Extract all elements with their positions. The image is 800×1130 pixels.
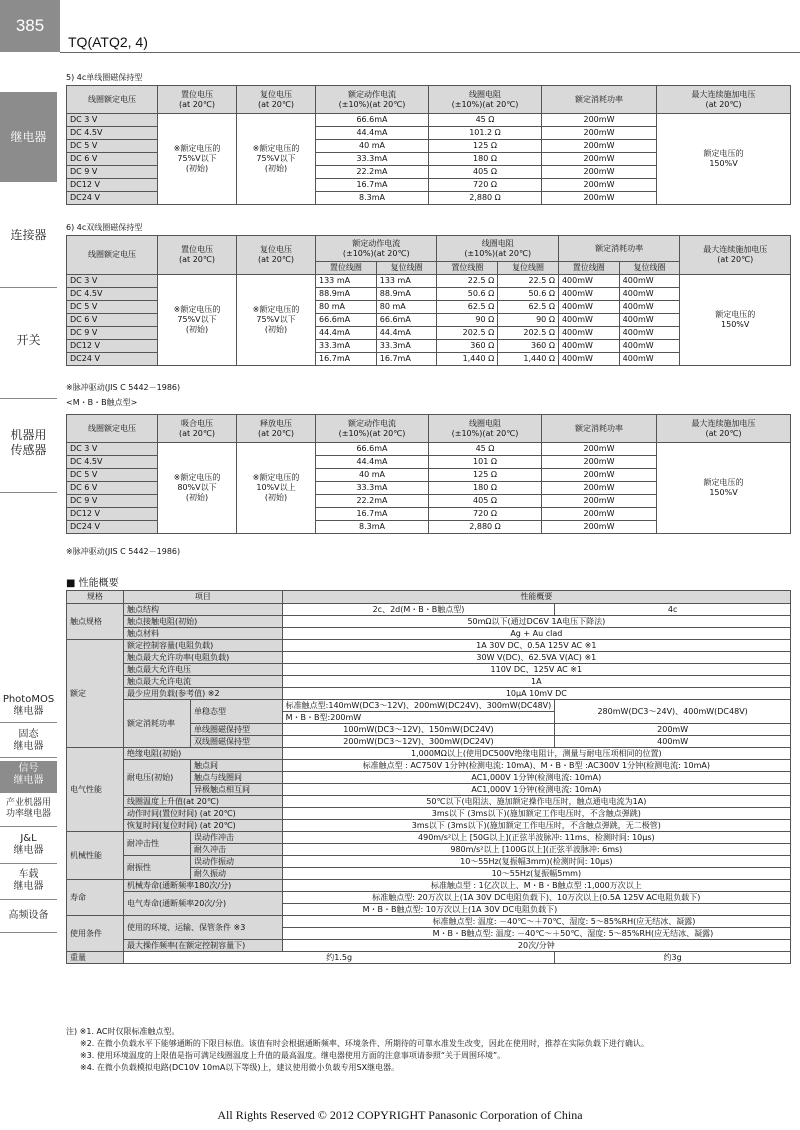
cell: 触点结构 xyxy=(124,604,283,616)
cell: 101 Ω xyxy=(429,456,542,469)
sidebar-label: 高频设备 xyxy=(8,910,49,921)
cell: 电气性能 xyxy=(67,748,124,832)
cell: 62.5 Ω xyxy=(498,301,559,314)
cell: 405 Ω xyxy=(429,166,542,179)
cell: 200mW xyxy=(542,140,657,153)
cell: 误动作冲击 xyxy=(191,832,283,844)
cell: 1,440 Ω xyxy=(437,353,498,366)
cell: 耐冲击性 xyxy=(124,832,191,856)
col-header: 额定动作电流 (±10%)(at 20℃) xyxy=(316,86,429,114)
cell: 重量 xyxy=(67,952,124,964)
sidebar-divider xyxy=(0,492,57,493)
cell: 双线圈磁保持型 xyxy=(191,736,283,748)
cell: 8.3mA xyxy=(316,192,429,205)
cell: 200mW xyxy=(542,482,657,495)
col-header: 额定动作电流 (±10%)(at 20℃) xyxy=(316,415,429,443)
coil-table-single-latch xyxy=(66,85,791,205)
cell: DC 4.5V xyxy=(67,127,158,140)
table-note: ※脉冲驱动(JIS C 5442－1986) xyxy=(66,547,181,556)
cell: 1A xyxy=(282,676,790,688)
cell: 标准触点型 : AC750V 1分钟(检测电流: 10mA)、M・B・B型 :AC300V 1分钟(检测电流: 10mA) xyxy=(282,760,790,772)
cell: 40 mA xyxy=(316,140,429,153)
cell: 720 Ω xyxy=(429,179,542,192)
cell: 133 mA xyxy=(376,275,437,288)
col-header: 项目 xyxy=(124,591,283,604)
sidebar-divider xyxy=(0,863,57,864)
cell: 33.3mA xyxy=(316,482,429,495)
cell: 触点接触电阻(初始) xyxy=(124,616,283,628)
sidebar-item-relay[interactable] xyxy=(0,92,57,182)
cell: 22.2mA xyxy=(316,166,429,179)
table-row xyxy=(67,892,791,904)
cell: DC24 V xyxy=(67,521,158,534)
cell: 200mW xyxy=(542,508,657,521)
cell: 机械寿命(通断频率180次/分) xyxy=(124,880,283,892)
table-row xyxy=(67,808,791,820)
sidebar-item-connector[interactable] xyxy=(0,228,57,243)
cell: 22.5 Ω xyxy=(498,275,559,288)
section-title: <M・B・B触点型> xyxy=(66,398,138,407)
table-row xyxy=(67,856,791,868)
cell: 133 mA xyxy=(316,275,377,288)
cell: 额定控制容量(电阻负载) xyxy=(124,640,283,652)
section-title: ■ 性能概要 xyxy=(66,578,119,589)
col-header: 复位电压 (at 20℃) xyxy=(237,86,316,114)
sidebar-label: J&L 继电器 xyxy=(13,833,44,856)
col-header: 规格 xyxy=(67,591,124,604)
table-row xyxy=(67,275,791,288)
page-title: TQ(ATQ2, 4) xyxy=(68,34,148,50)
cell: 101.2 Ω xyxy=(429,127,542,140)
table-row xyxy=(67,700,791,712)
sub-header: 复位线圈 xyxy=(498,262,559,275)
col-header: 最大连续施加电压 (at 20℃) xyxy=(657,415,791,443)
cell: ※额定电压的 75%V以下 (初始) xyxy=(158,114,237,205)
cell: 约3g xyxy=(555,952,791,964)
cell: 50mΩ以下(通过DC6V 1A电压下降法) xyxy=(282,616,790,628)
cell: 50.6 Ω xyxy=(437,288,498,301)
table-row xyxy=(67,820,791,832)
cell: 4c xyxy=(555,604,791,616)
cell: 2c、2d(M・B・B触点型) xyxy=(282,604,555,616)
sub-header: 复位线圈 xyxy=(376,262,437,275)
table-row xyxy=(67,940,791,952)
cell: 66.6mA xyxy=(316,443,429,456)
cell: 恢复时间(复位时间) (at 20℃) xyxy=(124,820,283,832)
table-row xyxy=(67,952,791,964)
cell: 异极触点相互间 xyxy=(191,784,283,796)
section-title: 6) 4c双线圈磁保持型 xyxy=(66,223,143,232)
cell: 触点材料 xyxy=(124,628,283,640)
cell: 400mW xyxy=(619,314,680,327)
cell: 标准触点型: 20万次以上(1A 30V DC电阻负载下)、10万次以上(0.5A 125V AC电阻负载下) xyxy=(282,892,790,904)
cell: 3ms以下 (3ms以下)(施加额定工作电压时，不含触点弹跳) xyxy=(282,808,790,820)
col-header: 置位电压 (at 20℃) xyxy=(158,236,237,275)
table-row xyxy=(67,640,791,652)
col-header: 复位电压 (at 20℃) xyxy=(237,236,316,275)
col-header: 最大连续施加电压 (at 20℃) xyxy=(657,86,791,114)
table-row xyxy=(67,688,791,700)
cell: 1,440 Ω xyxy=(498,353,559,366)
cell: 90 Ω xyxy=(437,314,498,327)
table-row xyxy=(67,604,791,616)
cell: 400mW xyxy=(558,353,619,366)
cell: DC 4.5V xyxy=(67,288,158,301)
sidebar-divider xyxy=(0,899,57,900)
table-row xyxy=(67,748,791,760)
cell: 980m/s²以上 [100G以上](正弦半波脉冲: 6ms) xyxy=(282,844,790,856)
cell: 200mW xyxy=(542,166,657,179)
cell: 动作时间(置位时间) (at 20℃) xyxy=(124,808,283,820)
table-row xyxy=(67,664,791,676)
cell: 400mW xyxy=(619,353,680,366)
cell: 22.2mA xyxy=(316,495,429,508)
cell: 30W V(DC)、62.5VA V(AC) ※1 xyxy=(282,652,790,664)
cell: 44.4mA xyxy=(316,127,429,140)
cell: 45 Ω xyxy=(429,114,542,127)
cell: 16.7mA xyxy=(376,353,437,366)
sidebar-label: 信号 继电器 xyxy=(13,763,44,786)
table-row xyxy=(67,916,791,928)
cell: 66.6mA xyxy=(316,114,429,127)
cell: 3ms以下 (3ms以下)(施加额定工作电压时，不含触点弹跳，无二极管) xyxy=(282,820,790,832)
sidebar-sub-ssr[interactable] xyxy=(0,729,57,753)
cell: 50℃以下(电阻法、施加额定操作电压时，触点通电电流为1A) xyxy=(282,796,790,808)
cell: 10～55Hz(复振幅5mm) xyxy=(282,868,790,880)
sidebar-divider xyxy=(0,287,57,288)
cell: 20次/分钟 xyxy=(282,940,790,952)
sidebar-sub-jl[interactable] xyxy=(0,833,57,857)
cell: 200mW(DC3～12V)、300mW(DC24V) xyxy=(282,736,555,748)
sidebar-sub-photomos[interactable] xyxy=(0,694,57,718)
sidebar-divider xyxy=(0,722,57,723)
cell: 50.6 Ω xyxy=(498,288,559,301)
cell: 16.7mA xyxy=(316,508,429,521)
col-header: 释放电压 (at 20℃) xyxy=(237,415,316,443)
cell: 16.7mA xyxy=(316,179,429,192)
cell: 125 Ω xyxy=(429,140,542,153)
col-header: 性能概要 xyxy=(282,591,790,604)
cell: ※额定电压的 75%V以下 (初始) xyxy=(158,275,237,366)
cell: 耐电压(初始) xyxy=(124,760,191,796)
cell: 125 Ω xyxy=(429,469,542,482)
cell: 额定消耗功率 xyxy=(124,700,191,748)
cell: 最大操作频率(在额定控制容量下) xyxy=(124,940,283,952)
cell: 80 mA xyxy=(376,301,437,314)
table-note: ※脉冲驱动(JIS C 5442－1986) xyxy=(66,383,181,392)
cell: 1,000MΩ以上(使用DC500V绝缘电阻计，测量与耐电压项相同的位置) xyxy=(282,748,790,760)
col-header: 线圈电阻 (±10%)(at 20℃) xyxy=(429,86,542,114)
cell: 88.9mA xyxy=(376,288,437,301)
table-row xyxy=(67,628,791,640)
performance-table xyxy=(66,590,791,964)
footnote: ※2. 在微小负载水平下能够通断的下限目标值。该值有时会根据通断频率、环境条件、所期待的可靠水准发生改变，因此在使用时，推荐在实际负载下进行确认。 xyxy=(80,1039,649,1048)
cell: 线圈温度上升值(at 20℃) xyxy=(124,796,283,808)
cell: 400mW xyxy=(558,288,619,301)
sidebar-label: 开关 xyxy=(16,333,41,347)
table-row xyxy=(67,880,791,892)
cell: 400mW xyxy=(558,327,619,340)
cell: 200mW xyxy=(542,192,657,205)
table-row xyxy=(67,796,791,808)
cell: 16.7mA xyxy=(316,353,377,366)
sidebar-sub-signal[interactable] xyxy=(0,761,57,793)
cell: 45 Ω xyxy=(429,443,542,456)
cell: 400mW xyxy=(558,301,619,314)
cell: 44.4mA xyxy=(376,327,437,340)
sidebar-label: 固态 继电器 xyxy=(13,729,44,752)
cell: 200mW xyxy=(542,469,657,482)
cell: 400mW xyxy=(558,340,619,353)
cell: 200mW xyxy=(542,114,657,127)
cell: 200mW xyxy=(542,443,657,456)
cell: 202.5 Ω xyxy=(437,327,498,340)
cell: ※额定电压的 75%V以下 (初始) xyxy=(237,275,316,366)
cell: 400mW xyxy=(619,301,680,314)
cell: 200mW xyxy=(542,153,657,166)
table-row xyxy=(67,114,791,127)
cell: 360 Ω xyxy=(498,340,559,353)
cell: 电气寿命(通断频率20次/分) xyxy=(124,892,283,916)
page-number: 385 xyxy=(0,0,60,52)
cell: AC1,000V 1分钟(检测电流: 10mA) xyxy=(282,772,790,784)
cell: AC1,000V 1分钟(检测电流: 10mA) xyxy=(282,784,790,796)
cell: 使用的环境、运输、保管条件 ※3 xyxy=(124,916,283,940)
cell: 720 Ω xyxy=(429,508,542,521)
cell: 10～55Hz(复振幅3mm)(检测时间: 10μs) xyxy=(282,856,790,868)
cell: 400mW xyxy=(555,736,791,748)
cell: 单稳态型 xyxy=(191,700,283,724)
cell: DC 9 V xyxy=(67,495,158,508)
cell: DC 3 V xyxy=(67,114,158,127)
sidebar-item-sensor[interactable] xyxy=(0,428,57,458)
footnote: ※3. 使用环境温度的上限值是指可满足线圈温度上升值的最高温度。继电器使用方面的注意事项请参照“关于周围环境”。 xyxy=(80,1051,506,1060)
cell: DC 5 V xyxy=(67,469,158,482)
sidebar-label: 产业机器用 功率继电器 xyxy=(5,798,51,819)
sidebar-divider xyxy=(0,757,57,758)
footnote: ※4. 在微小负载模拟电路(DC10V 10mA以下等级)上，建议使用微小负载专用SX继电器。 xyxy=(80,1063,400,1072)
cell: ※额定电压的 10%V以上 (初始) xyxy=(237,443,316,534)
cell: DC 6 V xyxy=(67,153,158,166)
table-row xyxy=(67,676,791,688)
col-header: 线圈额定电压 xyxy=(67,415,158,443)
cell: DC 6 V xyxy=(67,314,158,327)
cell: 寿命 xyxy=(67,880,124,916)
cell: M・B・B触点型: 温度: －40℃～＋50℃、湿度: 5～85%RH(应无结冰、凝露) xyxy=(282,928,790,940)
cell: 触点间 xyxy=(191,760,283,772)
cell: DC 3 V xyxy=(67,275,158,288)
sidebar-sub-auto[interactable] xyxy=(0,869,57,893)
sidebar-label: 继电器 xyxy=(10,129,47,144)
sidebar-sub-rf[interactable] xyxy=(0,910,57,922)
cell: 1A 30V DC、0.5A 125V AC ※1 xyxy=(282,640,790,652)
cell: DC 6 V xyxy=(67,482,158,495)
cell: 66.6mA xyxy=(376,314,437,327)
cell: 使用条件 xyxy=(67,916,124,952)
sub-header: 置位线圈 xyxy=(437,262,498,275)
cell: 202.5 Ω xyxy=(498,327,559,340)
cell: 最少应用负载(参考值) ※2 xyxy=(124,688,283,700)
cell: 机械性能 xyxy=(67,832,124,880)
cell: ※额定电压的 80%V以下 (初始) xyxy=(158,443,237,534)
cell: 400mW xyxy=(558,275,619,288)
table-row xyxy=(67,760,791,772)
cell: M・B・B触点型: 10万次以上(1A 30V DC电阻负载下) xyxy=(282,904,790,916)
cell: 额定电压的 150%V xyxy=(657,443,791,534)
cell: 490m/s²以上 [50G以上](正弦半波脉冲: 11ms、检测时间: 10μs) xyxy=(282,832,790,844)
cell: 405 Ω xyxy=(429,495,542,508)
footnote: 注) ※1. AC时仅限标准触点型。 xyxy=(66,1027,180,1036)
col-header: 最大连续施加电压 (at 20℃) xyxy=(680,236,791,275)
cell: DC 4.5V xyxy=(67,456,158,469)
sidebar-label: 机器用 传感器 xyxy=(10,428,47,457)
cell: 误动作振动 xyxy=(191,856,283,868)
cell: 额定 xyxy=(67,640,124,748)
cell: 400mW xyxy=(619,288,680,301)
cell: 33.3mA xyxy=(316,340,377,353)
cell: ※额定电压的 75%V以下 (初始) xyxy=(237,114,316,205)
cell: 额定电压的 150%V xyxy=(657,114,791,205)
coil-table-mbb xyxy=(66,414,791,534)
cell: 单线圈磁保持型 xyxy=(191,724,283,736)
cell: 2,880 Ω xyxy=(429,521,542,534)
cell: 90 Ω xyxy=(498,314,559,327)
cell: DC12 V xyxy=(67,508,158,521)
cell: 88.9mA xyxy=(316,288,377,301)
cell: 200mW xyxy=(542,179,657,192)
sidebar-divider xyxy=(0,826,57,827)
cell: 额定电压的 150%V xyxy=(680,275,791,366)
cell: 标准触点型 : 1亿次以上、M・B・B触点型 :1,000万次以上 xyxy=(282,880,790,892)
sidebar-sub-power[interactable] xyxy=(0,798,57,820)
cell: 标准触点型:140mW(DC3～12V)、200mW(DC24V)、300mW(DC48V) xyxy=(282,700,555,712)
cell: 66.6mA xyxy=(316,314,377,327)
cell: 200mW xyxy=(542,127,657,140)
col-header: 吸合电压 (at 20℃) xyxy=(158,415,237,443)
cell: 62.5 Ω xyxy=(437,301,498,314)
cell: 44.4mA xyxy=(316,456,429,469)
cell: 触点最大允许功率(电阻负载) xyxy=(124,652,283,664)
col-header: 额定动作电流 (±10%)(at 20℃) xyxy=(316,236,437,262)
cell: 40 mA xyxy=(316,469,429,482)
cell: DC24 V xyxy=(67,353,158,366)
col-header: 线圈电阻 (±10%)(at 20℃) xyxy=(429,415,542,443)
cell: 耐振性 xyxy=(124,856,191,880)
cell: 触点与线圈间 xyxy=(191,772,283,784)
cell: DC12 V xyxy=(67,340,158,353)
cell: 约1.5g xyxy=(124,952,555,964)
cell: 22.5 Ω xyxy=(437,275,498,288)
cell: DC 3 V xyxy=(67,443,158,456)
cell: 200mW xyxy=(542,495,657,508)
cell: 绝缘电阻(初始) xyxy=(124,748,283,760)
sidebar-item-switch[interactable] xyxy=(0,333,57,348)
cell: 44.4mA xyxy=(316,327,377,340)
col-header: 额定消耗功率 xyxy=(558,236,679,262)
section-title: 5) 4c单线圈磁保持型 xyxy=(66,73,143,82)
cell: 400mW xyxy=(619,275,680,288)
cell: 400mW xyxy=(619,340,680,353)
cell: 触点最大允许电压 xyxy=(124,664,283,676)
table-row xyxy=(67,443,791,456)
coil-table-double-latch xyxy=(66,235,791,366)
cell: DC 5 V xyxy=(67,301,158,314)
sidebar-label: 车载 继电器 xyxy=(13,869,44,892)
cell: 110V DC、125V AC ※1 xyxy=(282,664,790,676)
cell: DC 9 V xyxy=(67,166,158,179)
col-header: 线圈额定电压 xyxy=(67,236,158,275)
table-row xyxy=(67,616,791,628)
col-header: 置位电压 (at 20℃) xyxy=(158,86,237,114)
cell: 33.3mA xyxy=(376,340,437,353)
cell: 180 Ω xyxy=(429,153,542,166)
copyright-footer: All Rights Reserved © 2012 COPYRIGHT Panasonic Corporation of China xyxy=(217,1108,583,1122)
cell: Ag + Au clad xyxy=(282,628,790,640)
cell: 400mW xyxy=(619,327,680,340)
cell: 360 Ω xyxy=(437,340,498,353)
cell: 触点规格 xyxy=(67,604,124,640)
cell: 400mW xyxy=(558,314,619,327)
cell: 80 mA xyxy=(316,301,377,314)
cell: 耐久振动 xyxy=(191,868,283,880)
cell: 280mW(DC3～24V)、400mW(DC48V) xyxy=(555,700,791,724)
col-header: 额定消耗功率 xyxy=(542,415,657,443)
cell: DC12 V xyxy=(67,179,158,192)
cell: 标准触点型: 温度: －40℃～＋70℃、湿度: 5～85%RH(应无结冰、凝露) xyxy=(282,916,790,928)
col-header: 线圈电阻 (±10%)(at 20℃) xyxy=(437,236,558,262)
cell: 10μA 10mV DC xyxy=(282,688,790,700)
cell: 100mW(DC3～12V)、150mW(DC24V) xyxy=(282,724,555,736)
sub-header: 复位线圈 xyxy=(619,262,680,275)
table-row xyxy=(67,652,791,664)
col-header: 额定消耗功率 xyxy=(542,86,657,114)
cell: 2,880 Ω xyxy=(429,192,542,205)
cell: 33.3mA xyxy=(316,153,429,166)
cell: DC 9 V xyxy=(67,327,158,340)
cell: 触点最大允许电流 xyxy=(124,676,283,688)
cell: DC 5 V xyxy=(67,140,158,153)
cell: 耐久冲击 xyxy=(191,844,283,856)
cell: DC24 V xyxy=(67,192,158,205)
table-row xyxy=(67,832,791,844)
cell: M・B・B型:200mW xyxy=(282,712,555,724)
sub-header: 置位线圈 xyxy=(558,262,619,275)
cell: 200mW xyxy=(555,724,791,736)
sub-header: 置位线圈 xyxy=(316,262,377,275)
col-header: 线圈额定电压 xyxy=(67,86,158,114)
sidebar-label: PhotoMOS 继电器 xyxy=(2,694,55,717)
cell: 8.3mA xyxy=(316,521,429,534)
cell: 200mW xyxy=(542,456,657,469)
sidebar-divider xyxy=(0,932,57,933)
header-divider xyxy=(60,52,800,53)
sidebar-label: 连接器 xyxy=(10,228,47,242)
sidebar-divider xyxy=(0,398,57,399)
cell: 200mW xyxy=(542,521,657,534)
cell: 180 Ω xyxy=(429,482,542,495)
